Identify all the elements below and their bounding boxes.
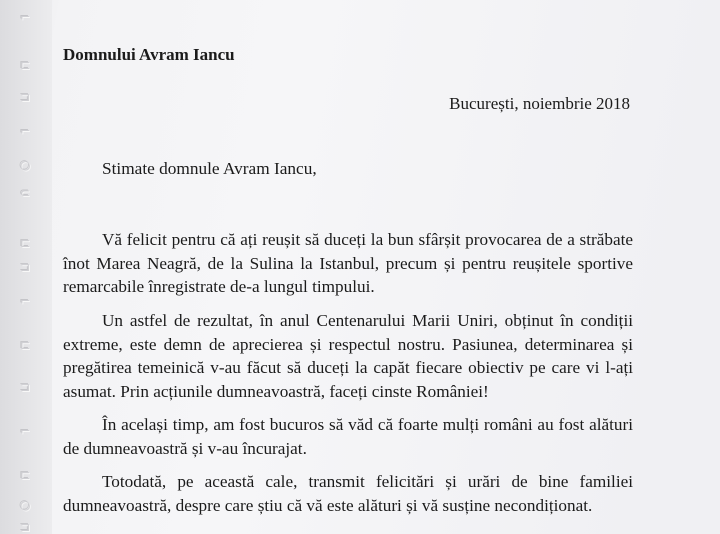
emboss-mark-icon: ⌐ [20, 294, 31, 308]
letter-paragraph: În același timp, am fost bucuros să văd că foarte mulți români au fost alături de dumneavoastră și v-au încurajat. [63, 415, 633, 458]
emboss-mark-icon: ⊐ [20, 380, 31, 394]
letter-recipient: Domnului Avram Iancu [63, 45, 235, 64]
emboss-mark-icon: ⊏ [20, 236, 31, 250]
emboss-mark-icon: ⌐ [20, 424, 31, 438]
letter-place-date: București, noiembrie 2018 [449, 94, 630, 113]
emboss-mark-icon: ⌐ [20, 10, 31, 24]
emboss-mark-icon: ⊐ [20, 90, 31, 104]
emboss-mark-icon: ⊐ [20, 260, 31, 274]
letter-paragraph: Vă felicit pentru că ați reușit să duceți la bun sfârșit provocarea de a străbate înot Marea Neagră, de la Sulina la Istanbul, precum și pentru reușitele sportive remarcabile înregistrate de-a lungul timpului. [63, 230, 633, 296]
letter-paragraph: Totodată, pe această cale, transmit felicitări și urări de bine familiei dumneavoastră, despre care știu că vă este alături și vă susține necondiționat. [63, 472, 633, 515]
emboss-mark-icon: ⊏ [20, 58, 31, 72]
emboss-mark-icon: ⊂ [20, 186, 31, 200]
emboss-mark-icon: ○ [20, 498, 31, 512]
letter-greeting: Stimate domnule Avram Iancu, [102, 159, 317, 178]
emboss-mark-icon: ⌐ [20, 124, 31, 138]
letter-paragraph: Un astfel de rezultat, în anul Centenarului Marii Uniri, obținut în condiții extreme, este demn de aprecierea și respectul nostru. Pasiunea, determinarea și pregătirea temeinică v-au făcut să duceți la capăt fiecare obiectiv pe care vi l-ați asumat. Prin acțiunile dumneavoastră, faceți cinste României! [63, 311, 633, 401]
emboss-mark-icon: ⊏ [20, 468, 31, 482]
embossed-margin [0, 0, 52, 534]
emboss-mark-icon: ⊏ [20, 338, 31, 352]
emboss-mark-icon: ○ [20, 158, 31, 172]
emboss-mark-icon: ⊐ [20, 520, 31, 534]
